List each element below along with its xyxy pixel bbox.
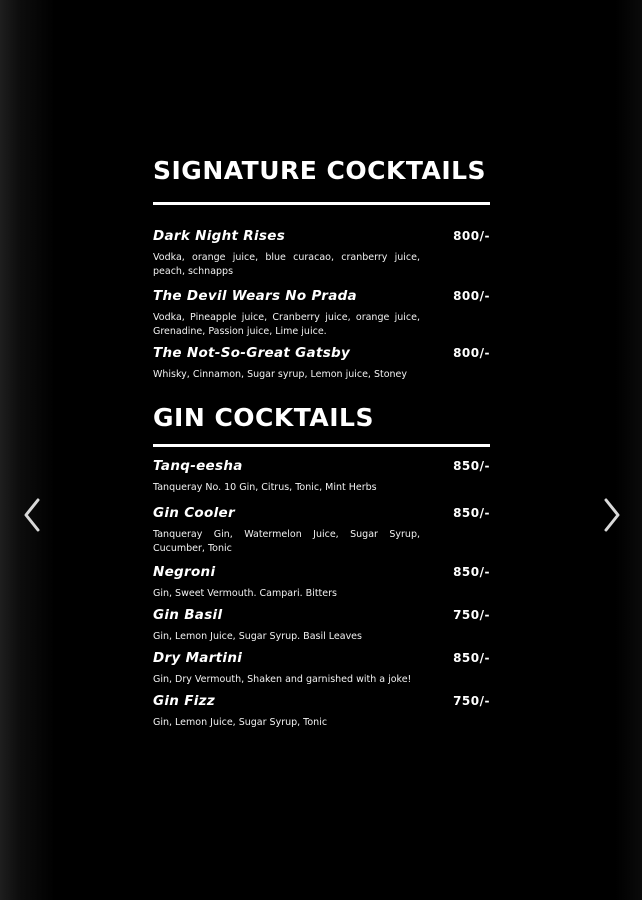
menu-item <box>153 564 490 601</box>
item-description: Gin, Dry Vermouth, Shaken and garnished with a joke! <box>153 674 412 685</box>
next-page-button[interactable] <box>600 497 622 533</box>
item-description: Vodka, orange juice, blue curacao, cranberry juice, peach, schnapps <box>153 252 420 277</box>
menu-item <box>153 345 490 382</box>
menu-item <box>153 288 490 338</box>
item-name: Dark Night Rises <box>153 228 286 244</box>
item-price: 850/- <box>453 565 490 579</box>
item-name: Gin Cooler <box>153 505 235 521</box>
item-description: Gin, Sweet Vermouth. Campari. Bitters <box>153 588 337 599</box>
item-name: Gin Fizz <box>153 693 215 709</box>
menu-item <box>153 458 490 495</box>
item-name: Gin Basil <box>153 607 223 623</box>
item-description: Gin, Lemon Juice, Sugar Syrup, Tonic <box>153 717 328 728</box>
section-divider <box>153 444 490 447</box>
menu-item <box>153 228 490 278</box>
menu-item <box>153 505 490 555</box>
item-price: 850/- <box>453 506 490 520</box>
item-name: The Not-So-Great Gatsby <box>153 345 351 361</box>
item-name: The Devil Wears No Prada <box>153 288 357 304</box>
item-description: Tanqueray No. 10 Gin, Citrus, Tonic, Mint Herbs <box>153 482 377 493</box>
item-name: Tanq-eesha <box>153 458 243 474</box>
menu-item <box>153 607 490 644</box>
item-description: Gin, Lemon Juice, Sugar Syrup. Basil Leaves <box>153 631 362 642</box>
item-price: 800/- <box>453 229 490 243</box>
item-description: Whisky, Cinnamon, Sugar syrup, Lemon juice, Stoney <box>153 369 408 380</box>
item-price: 800/- <box>453 289 490 303</box>
item-price: 750/- <box>453 694 490 708</box>
item-name: Dry Martini <box>153 650 243 666</box>
menu-item <box>153 693 490 730</box>
item-price: 800/- <box>453 346 490 360</box>
chevron-left-icon <box>22 497 44 533</box>
chevron-right-icon <box>600 497 622 533</box>
item-price: 750/- <box>453 608 490 622</box>
section-divider <box>153 202 490 205</box>
item-description: Tanqueray Gin, Watermelon Juice, Sugar Syrup, Cucumber, Tonic <box>153 529 420 554</box>
section-title: GIN COCKTAILS <box>153 403 374 432</box>
menu-item <box>153 650 490 687</box>
item-name: Negroni <box>153 564 216 580</box>
section-title: SIGNATURE COCKTAILS <box>153 156 487 185</box>
item-price: 850/- <box>453 651 490 665</box>
item-price: 850/- <box>453 459 490 473</box>
item-description: Vodka, Pineapple juice, Cranberry juice, orange juice, Grenadine, Passion juice, Lime juice. <box>153 312 420 337</box>
previous-page-button[interactable] <box>22 497 44 533</box>
